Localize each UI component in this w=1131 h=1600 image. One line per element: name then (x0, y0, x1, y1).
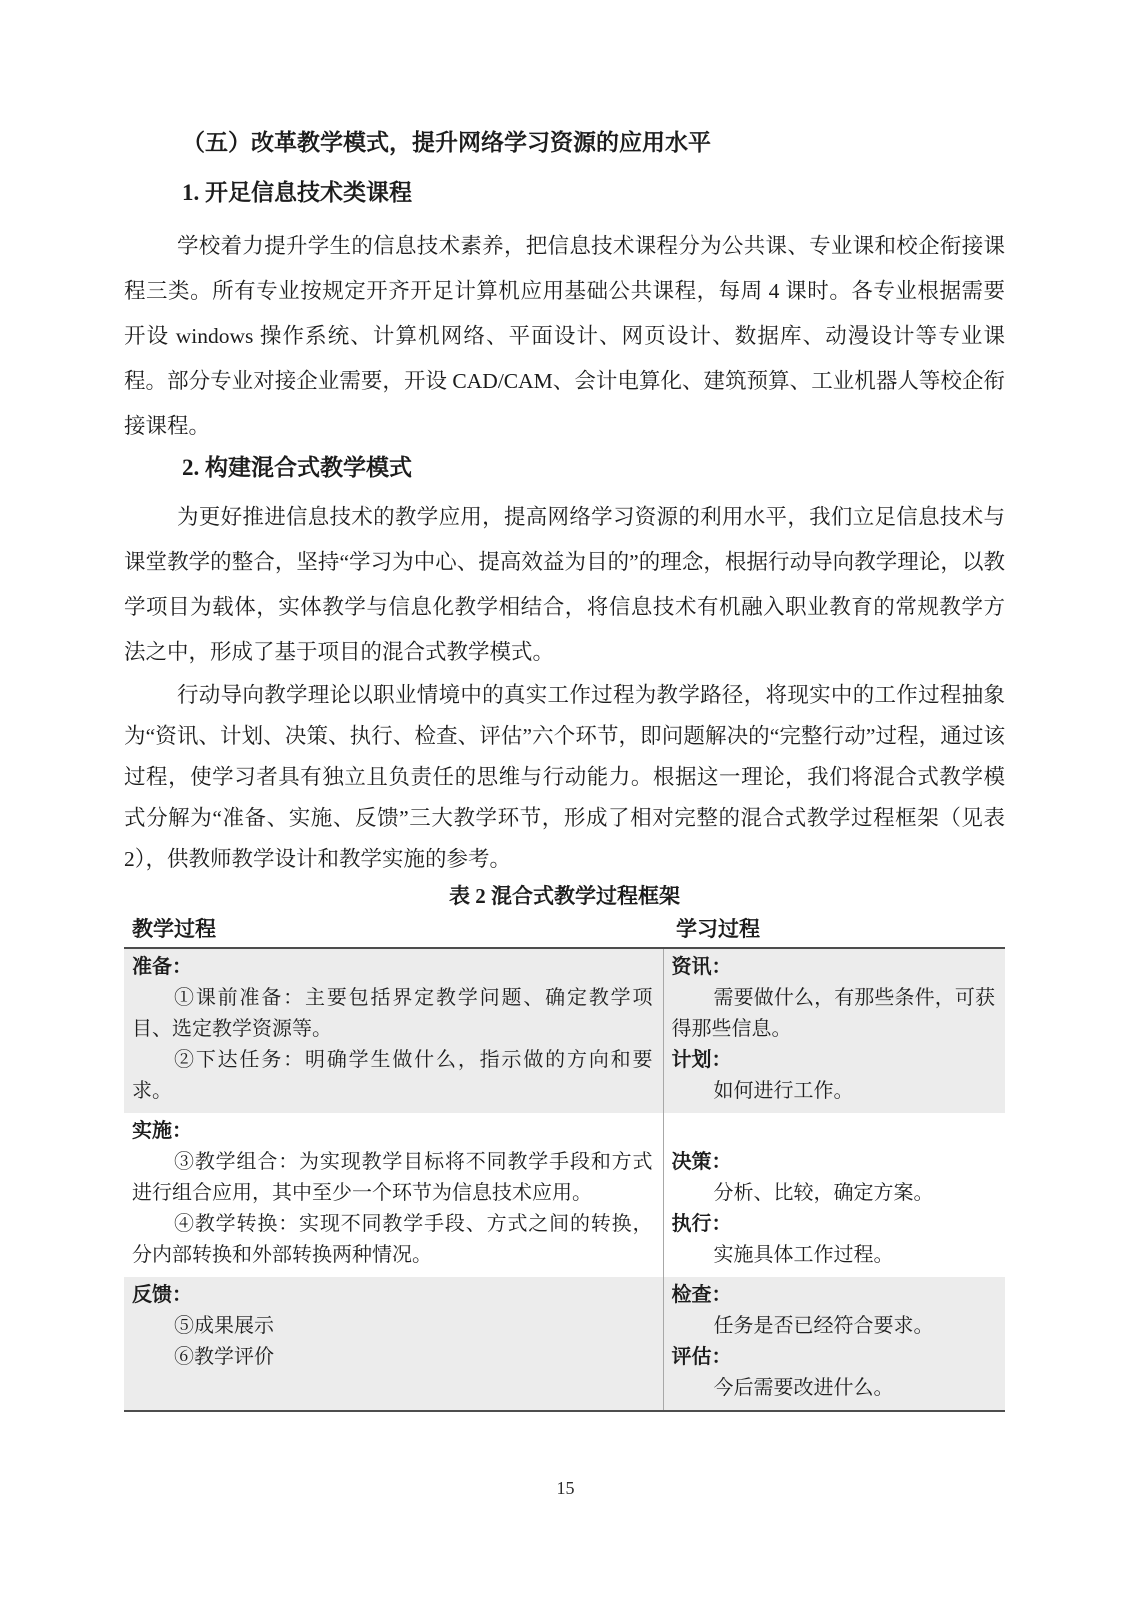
cell-label: 检查： (671, 1284, 732, 1306)
cell-teaching-implement (124, 1113, 663, 1277)
cell-learning-info-plan (663, 948, 1005, 1113)
cell-item: 今后需要改进什么。 (713, 1377, 894, 1399)
cell-item: ⑤成果展示 (174, 1315, 274, 1337)
subsection-heading-1: 1. 开足信息技术类课程 (182, 180, 412, 205)
table-row-implement (124, 1113, 1005, 1277)
cell-item: ④教学转换：实现不同教学手段、方式之间的转换，分内部转换和外部转换两种情况。 (132, 1213, 653, 1266)
cell-teaching-feedback (124, 1277, 663, 1411)
cell-label: 实施： (132, 1120, 192, 1142)
section-heading: （五）改革教学模式，提升网络学习资源的应用水平 (182, 130, 711, 155)
page-content (124, 128, 1005, 1412)
cell-label: 执行： (671, 1213, 732, 1235)
cell-item: 需要做什么，有那些条件，可获得那些信息。 (671, 987, 995, 1040)
table-header-row (124, 911, 1005, 948)
cell-label: 资讯： (671, 956, 732, 978)
column-header-teaching-process: 教学过程 (124, 911, 663, 948)
cell-item: 如何进行工作。 (713, 1080, 854, 1102)
subsection-heading-2: 2. 构建混合式教学模式 (182, 455, 412, 480)
cell-label: 决策： (671, 1151, 732, 1173)
process-framework-table (124, 911, 1005, 1412)
cell-item: ①课前准备：主要包括界定教学问题、确定教学项目、选定教学资源等。 (132, 987, 653, 1040)
cell-teaching-prepare (124, 948, 663, 1113)
cell-item: 任务是否已经符合要求。 (713, 1315, 934, 1337)
cell-item: ⑥教学评价 (174, 1346, 274, 1368)
cell-label: 准备： (132, 956, 192, 978)
paragraph-3: 行动导向教学理论以职业情境中的真实工作过程为教学路径，将现实中的工作过程抽象为“资讯、计划、决策、执行、检查、评估”六个环节，即问题解决的“完整行动”过程，通过该过程，使学习者具有独立且负责任的思维与行动能力。根据这一理论，我们将混合式教学模式分解为“准备、实施、反馈”三大教学环节，形成了相对完整的混合式教学过程框架（见表 2），供教师教学设计和教学实施的参考。 (124, 683, 1005, 871)
table-row-prepare (124, 948, 1005, 1113)
cell-item: 实施具体工作过程。 (713, 1244, 894, 1266)
cell-label: 评估： (671, 1346, 732, 1368)
column-header-learning-process: 学习过程 (663, 911, 1005, 948)
cell-learning-decide-execute (663, 1113, 1005, 1277)
paragraph-2: 为更好推进信息技术的教学应用，提高网络学习资源的利用水平，我们立足信息技术与课堂教学的整合，坚持“学习为中心、提高效益为目的”的理念，根据行动导向教学理论，以教学项目为载体，实体教学与信息化教学相结合，将信息技术有机融入职业教育的常规教学方法之中，形成了基于项目的混合式教学模式。 (124, 505, 1005, 664)
paragraph-1: 学校着力提升学生的信息技术素养，把信息技术课程分为公共课、专业课和校企衔接课程三类。所有专业按规定开齐开足计算机应用基础公共课程，每周 4 课时。各专业根据需要开设 windows 操作系统、计算机网络、平面设计、网页设计、数据库、动漫设计等专业课程。部分专业对接企业需要，开设 CAD/CAM、会计电算化、建筑预算、工业机器人等校企衔接课程。 (124, 234, 1005, 438)
table-row-feedback (124, 1277, 1005, 1411)
table-caption: 表 2 混合式教学过程框架 (449, 884, 680, 908)
cell-item: ②下达任务：明确学生做什么，指示做的方向和要求。 (132, 1049, 653, 1102)
cell-label: 反馈： (132, 1284, 192, 1306)
cell-item: ③教学组合：为实现教学目标将不同教学手段和方式进行组合应用，其中至少一个环节为信息技术应用。 (132, 1151, 653, 1204)
cell-item: 分析、比较，确定方案。 (713, 1182, 934, 1204)
cell-label: 计划： (671, 1049, 732, 1071)
page-number: 15 (556, 1478, 575, 1498)
cell-learning-check-evaluate (663, 1277, 1005, 1411)
